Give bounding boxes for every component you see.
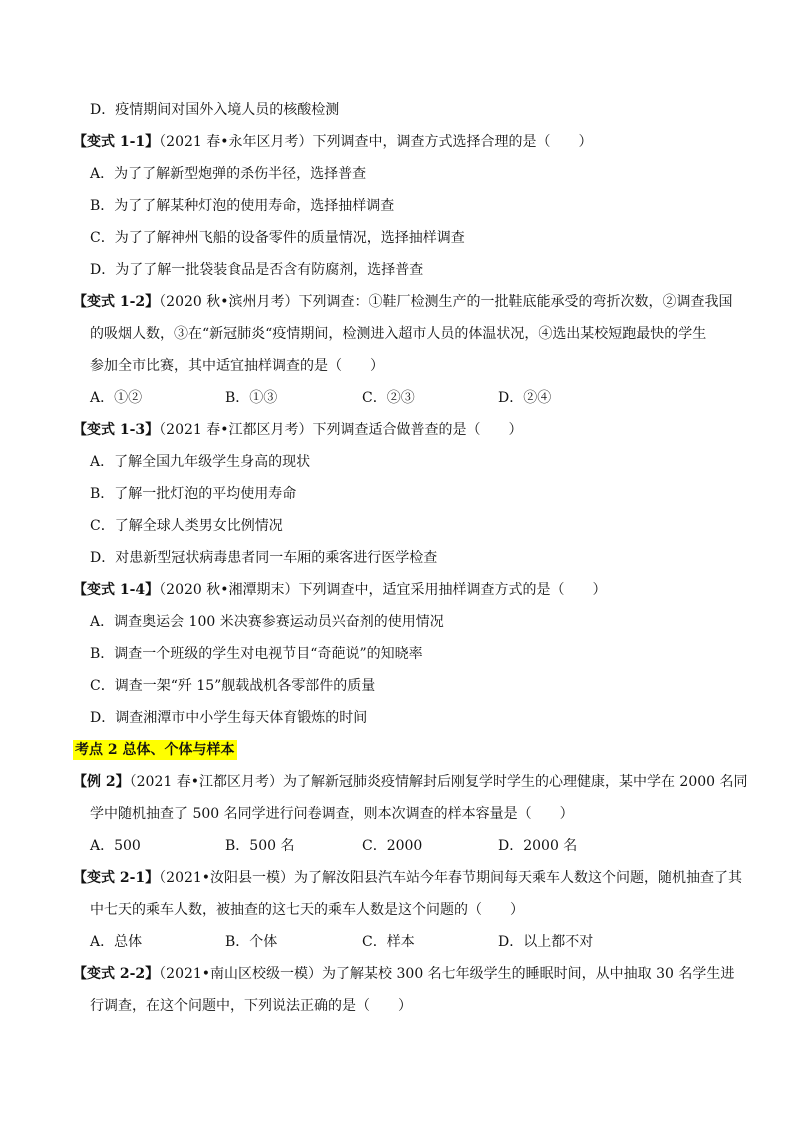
option-c: C．为了了解神州飞船的设备零件的质量情况，选择抽样调查 [90,230,465,246]
options-row [90,836,710,856]
question-variant-1-3 [73,420,523,440]
question-tag: 【变式 1-1】 [73,134,160,150]
option-b: B．个体 [225,934,278,950]
option-a: A．了解全国九年级学生身高的现状 [90,454,311,470]
question-stem-line-1: （2021 春•江都区月考）为了解新冠肺炎疫情解封后刚复学时学生的心理健康，某中学在 2000 名同 [129,774,748,790]
question-tag: 【变式 1-2】 [73,294,160,310]
option-c: C．2000 [362,838,423,854]
question-tag: 【变式 2-2】 [73,966,160,982]
question-stem: （2021 春•永年区月考）下列调查中，调查方式选择合理的是（ ） [159,134,593,150]
options-row [90,388,710,408]
option-a: A．①② [90,390,143,406]
question-stem: （2021 春•江都区月考）下列调查适合做普查的是（ ） [159,422,523,438]
question-tag: 【变式 1-3】 [73,422,160,438]
option-c: C．②③ [362,390,415,406]
option-b: B．调查一个班级的学生对电视节目“奇葩说”的知晓率 [90,646,423,662]
option-c: C．调查一架“歼 15”舰载战机各零部件的质量 [90,678,376,694]
option-a: A．为了了解新型炮弹的杀伤半径，选择普查 [90,166,367,182]
question-variant-2-1 [73,868,742,888]
option-b: B．了解一批灯泡的平均使用寿命 [90,486,297,502]
question-variant-1-4 [73,580,607,600]
option-d: D．为了了解一批袋装食品是否含有防腐剂，选择普查 [90,262,424,278]
option-d: D．2000 名 [498,838,578,854]
question-stem-line-1: （2021•南山区校级一模）为了解某校 300 名七年级学生的睡眠时间，从中抽取 30 名学生进 [159,966,735,982]
question-stem-line-2: 行调查，在这个问题中，下列说法正确的是（ ） [90,998,412,1014]
option-d-previous-question: D．疫情期间对国外入境人员的核酸检测 [90,102,340,118]
option-a: A．调查奥运会 100 米决赛参赛运动员兴奋剂的使用情况 [90,614,444,630]
question-tag: 【变式 1-4】 [73,582,160,598]
option-c: C．了解全球人类男女比例情况 [90,518,283,534]
option-a: A．总体 [90,934,143,950]
option-d: D．调查湘潭市中小学生每天体育锻炼的时间 [90,710,368,726]
option-b: B．500 名 [225,838,295,854]
question-stem-line-2: 中七天的乘车人数，被抽查的这七天的乘车人数是这个问题的（ ） [90,902,524,918]
question-stem-line-1: （2021•汝阳县一模）为了解汝阳县汽车站今年春节期间每天乘车人数这个问题，随机抽查了其 [159,870,743,886]
question-stem-line-2: 的吸烟人数，③在“新冠肺炎“疫情期间，检测进入超市人员的体温状况，④选出某校短跑最快的学生 [90,326,707,342]
section-heading: 考点 2 总体、个体与样本 [75,742,235,758]
question-variant-1-1 [73,132,593,152]
option-d: D．对患新型冠状病毒患者同一车厢的乘客进行医学检查 [90,550,438,566]
question-tag: 【例 2】 [73,774,130,790]
question-stem: （2020 秋•湘潭期末）下列调查中，适宜采用抽样调查方式的是（ ） [159,582,607,598]
option-b: B．①③ [225,390,278,406]
question-example-2 [73,772,748,792]
option-b: B．为了了解某种灯泡的使用寿命，选择抽样调查 [90,198,395,214]
question-tag: 【变式 2-1】 [73,870,160,886]
options-row [90,932,710,952]
question-stem-line-2: 学中随机抽查了 500 名同学进行问卷调查，则本次调查的样本容量是（ ） [90,806,574,822]
option-d: D．以上都不对 [498,934,594,950]
question-stem-line-1: （2020 秋•滨州月考）下列调查：①鞋厂检测生产的一批鞋底能承受的弯折次数，②调查我国 [159,294,733,310]
option-d: D．②④ [498,390,552,406]
question-stem-line-3: 参加全市比赛，其中适宜抽样调查的是（ ） [90,358,384,374]
question-variant-1-2 [73,292,733,312]
question-variant-2-2 [73,964,734,984]
option-c: C．样本 [362,934,415,950]
option-a: A．500 [90,838,141,854]
